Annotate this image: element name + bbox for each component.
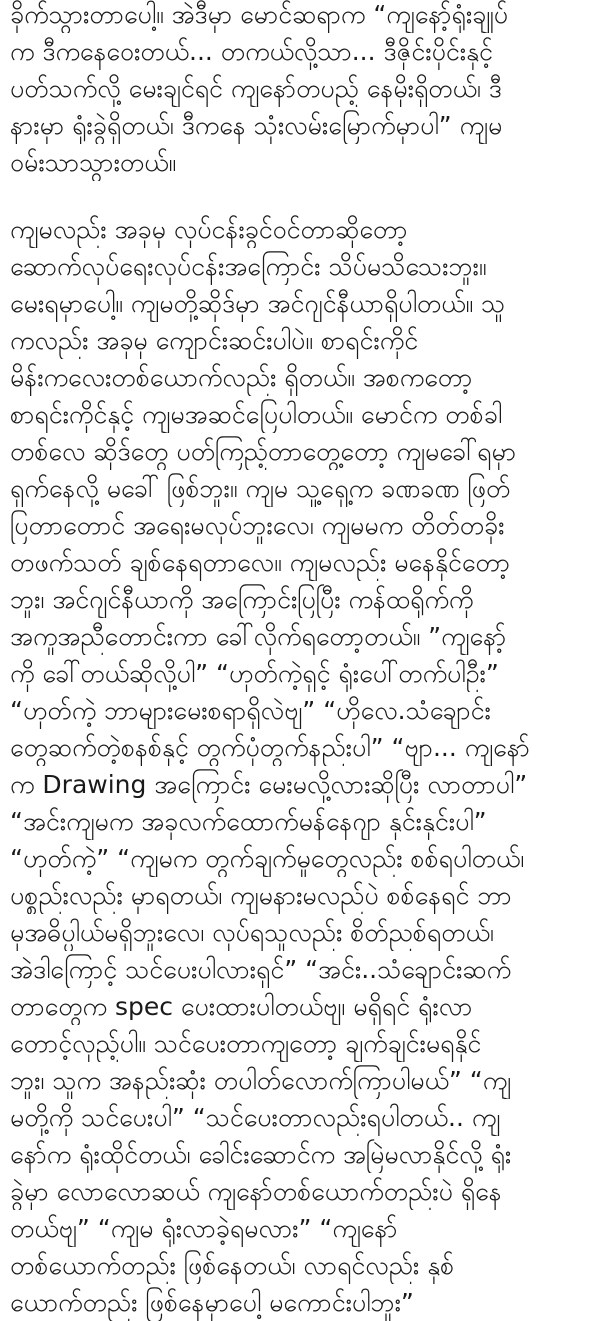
text-line: “အင်းကျမက အခုလက်ထောက်မန်နေဂျာ နှင်းနှင်းပါ”: [10, 807, 487, 836]
text-line: က Drawing အကြောင်း မေးမလို့လားဆိုပြီး လာတာပါ”: [10, 770, 528, 799]
paragraph: [10, 211, 584, 1321]
text-line: ဝမ်းသာသွားတယ်။: [10, 148, 177, 177]
text-line: ကလည်း အခုမှ ကျောင်းဆင်းပါပဲ။ စာရင်းကိုင်: [10, 326, 419, 355]
text-line: “ဟုတ်ကဲ့ ဘာများမေးစရာရှိလဲဗျ” “ဟိုလေ.သံချောင်း: [10, 696, 491, 725]
text-line: တစ်ယောက်တည်း ဖြစ်နေတယ်၊ လာရင်လည်း နှစ်: [10, 1251, 455, 1280]
text-line: တယ်ဗျ” “ကျမ ရုံးလာခဲ့ရမလား” “ကျနော်: [10, 1214, 398, 1243]
text-line: နားမှာ ရုံးခွဲရှိတယ်၊ ဒီကနေ သုံးလမ်းမြောက်မှာပါ” ကျမ: [10, 111, 503, 140]
text-line: ကျမလည်း အခုမှ လုပ်ငန်းခွင်ဝင်တာဆိုတော့: [10, 215, 408, 244]
text-line: အဲဒါကြောင့် သင်ပေးပါလားရှင်” “အင်း..သံချောင်းဆက်: [10, 955, 512, 984]
text-line: ခွဲမှာ လောလောဆယ် ကျနော်တစ်ယောက်တည်းပဲ ရှိနေ: [10, 1177, 502, 1206]
text-line: တဖက်သတ် ချစ်နေရတာလေ။ ကျမလည်း မနေနိုင်တော့: [10, 548, 511, 577]
text-line: မတို့ကို သင်ပေးပါ” “သင်ပေးတာလည်းရပါတယ်.. ကျ: [10, 1103, 501, 1132]
text-line: နော်က ရုံးထိုင်တယ်၊ ခေါင်းဆောင်က အမြဲမလာနိုင်လို့ ရုံး: [10, 1140, 512, 1169]
text-line: မေးရမှာပေါ့။ ကျမတို့ဆိုဒ်မှာ အင်ဂျင်နီယာရှိပါတယ်။ သူ: [10, 289, 506, 318]
text-line: ဆောက်လုပ်ရေးလုပ်ငန်းအကြောင်း သိပ်မသိသေးဘူး။: [10, 252, 487, 281]
text-line: ခိုက်သွားတာပေါ့။ အဲဒီမှာ မောင်ဆရာက “ကျနော့်ရုံးချုပ်: [10, 0, 509, 29]
text-line: ဘူး၊ အင်ဂျင်နီယာကို အကြောင်းပြပြီး ကန်ထရိုက်ကို: [10, 585, 474, 614]
text-line: ပစ္စည်းလည်း မှာရတယ်၊ ကျမနားမလည်ပဲ စစ်နေရင် ဘာ: [10, 881, 512, 910]
text-line: ပြတာတောင် အရေးမလုပ်ဘူးလေ၊ ကျမမက တိတ်တခိုး: [10, 511, 505, 540]
text-line: တွေဆက်တဲ့စနစ်နှင့် တွက်ပုံတွက်နည်းပါ” “ဗျာ... ကျနော်: [10, 733, 530, 762]
text-line: ဘူး၊ သူက အနည်းဆုံး တပါတ်လောက်ကြာပါမယ်” “ကျ: [10, 1066, 512, 1095]
text-line: ပတ်သက်လို့ မေးချင်ရင် ကျနော်တပည့် နေမိုးရှိတယ်၊ ဒီ: [10, 74, 502, 103]
text-line: မိန်းကလေးတစ်ယောက်လည်း ရှိတယ်။ အစကတော့: [10, 363, 473, 392]
text-line: စာရင်းကိုင်နှင့် ကျမအဆင်ပြေပါတယ်။ မောင်က တစ်ခါ: [10, 400, 503, 429]
text-line: မှအဓိပ္ပါယ်မရှိဘူးလေ၊ လုပ်ရသူလည်း စိတ်ညစ်ရတယ်၊: [10, 918, 494, 947]
text-line: တာတွေက spec ပေးထားပါတယ်ဗျ၊ မရှိရင် ရုံးလာ: [10, 992, 473, 1021]
text-line: ယောက်တည်း ဖြစ်နေမှာပေါ့ မကောင်းပါဘူး”: [10, 1288, 414, 1317]
text-line: ရှက်နေလို့ မခေါ် ဖြစ်ဘူး။ ကျမ သူ့ရှေ့က ခဏခဏ ဖြတ်: [10, 474, 511, 503]
text-line: က ဒီကနေဝေးတယ်... တကယ်လို့သာ... ဒီဇိုင်းပိုင်းနှင့်: [10, 37, 493, 66]
text-line: တောင့်လှည့်ပါ။ သင်ပေးတာကျတော့ ချက်ချင်းမရနိုင်: [10, 1029, 482, 1058]
text-line: “ဟုတ်ကဲ့” “ကျမက တွက်ချက်မှုတွေလည်း စစ်ရပါတယ်၊: [10, 844, 525, 873]
text-line: ကို ခေါ်တယ်ဆိုလို့ပါ” “ဟုတ်ကဲ့ရှင့် ရုံးပေါ်တက်ပါဦး”: [10, 659, 499, 688]
text-line: တစ်လေ ဆိုဒ်တွေ ပတ်ကြည့်တာတွေ့တော့ ကျမခေါ်ရမှာ: [10, 437, 517, 466]
paragraph: [10, 0, 584, 181]
text-line: အကူအညီတောင်းကာ ခေါ်လိုက်ရတော့တယ်။ ”ကျနော့်: [10, 622, 507, 651]
